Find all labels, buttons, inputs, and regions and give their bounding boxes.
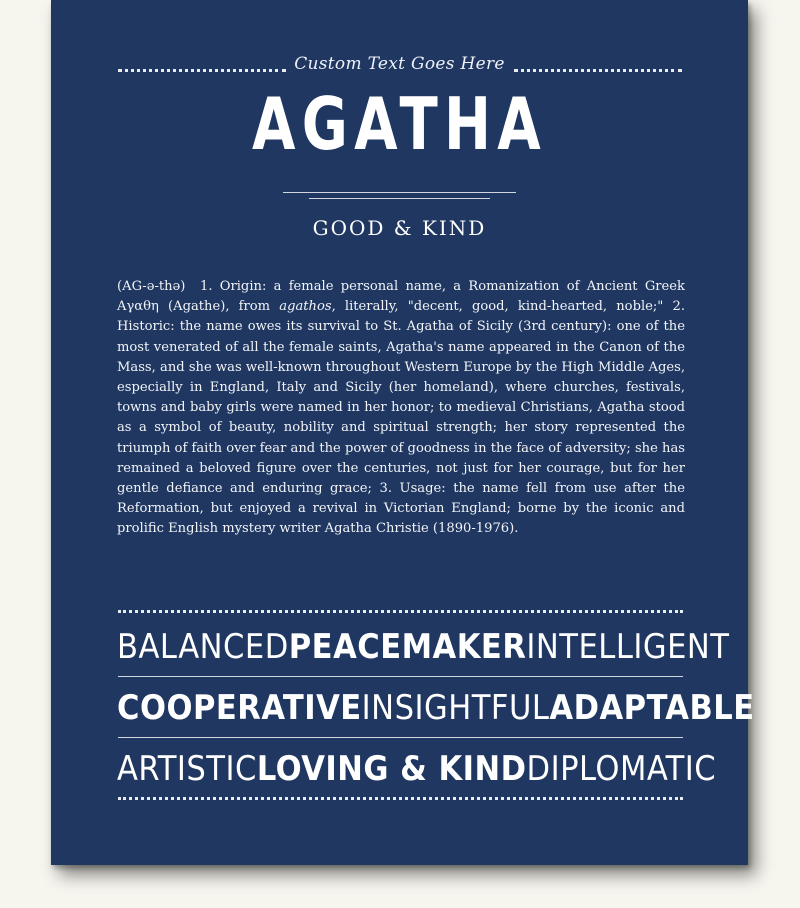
traits-row-3: [117, 746, 717, 792]
traits-row-2: [117, 685, 755, 731]
traits-dotted-rule-bottom: [118, 797, 683, 800]
trait-word: INSIGHTFUL: [361, 688, 550, 728]
header-dotted-rule-right: [514, 69, 682, 72]
traits-row-1: [117, 624, 730, 670]
divider-line-top: [283, 192, 516, 193]
divider-line-bottom: [309, 198, 490, 199]
name-definition: [117, 277, 685, 540]
definition-italic-word: agathos: [279, 299, 332, 315]
trait-word: BALANCED: [117, 627, 289, 667]
trait-word: COOPERATIVE: [117, 688, 362, 728]
name-meaning: GOOD & KIND: [312, 216, 487, 240]
definition-text-2: , literally, "decent, good, kind-hearted, noble;" 2. Historic: the name owes its survival to St. Agatha of Sicily (3rd century): one of the most venerated of all the female saints, Agatha's name appeared in the Canon of the Mass, and she was well-known throughout Western Europe by the High Middle Ages, especially in England, Italy and Sicily (her homeland), where churches, festivals, towns and baby girls were named in her honor; to medieval Christians, Agatha stood as a symbol of beauty, nobility and spiritual strength; her story represented the triumph of faith over fear and the power of goodness in the face of adversity; she has remained a beloved figure over the centuries, not just for her courage, but for her gentle defiance and enduring grace; 3. Usage: the name fell from use after the Reformation, but enjoyed a revival in Victorian England; borne by the iconic and prolific English mystery writer Agatha Christie (1890-1976).: [117, 299, 685, 537]
pronunciation: (AG-ə-thə): [117, 279, 186, 294]
custom-text: Custom Text Goes Here: [294, 54, 505, 74]
trait-word: ADAPTABLE: [549, 688, 755, 728]
traits-dotted-rule-top: [118, 610, 683, 613]
traits-divider-1: [118, 676, 683, 677]
trait-word: INTELLIGENT: [526, 627, 730, 667]
trait-word: DIPLOMATIC: [526, 749, 717, 789]
poster-name-title: AGATHA: [252, 82, 547, 166]
definition-text-1: 1. Origin: a female personal name, a Romanization of Ancient Greek Αγαθη (Agathe), from: [117, 279, 685, 315]
trait-word: ARTISTIC: [117, 749, 257, 789]
trait-word: LOVING & KIND: [256, 749, 527, 789]
name-poster: [51, 0, 755, 865]
traits-divider-2: [118, 737, 683, 738]
trait-word: PEACEMAKER: [288, 627, 527, 667]
